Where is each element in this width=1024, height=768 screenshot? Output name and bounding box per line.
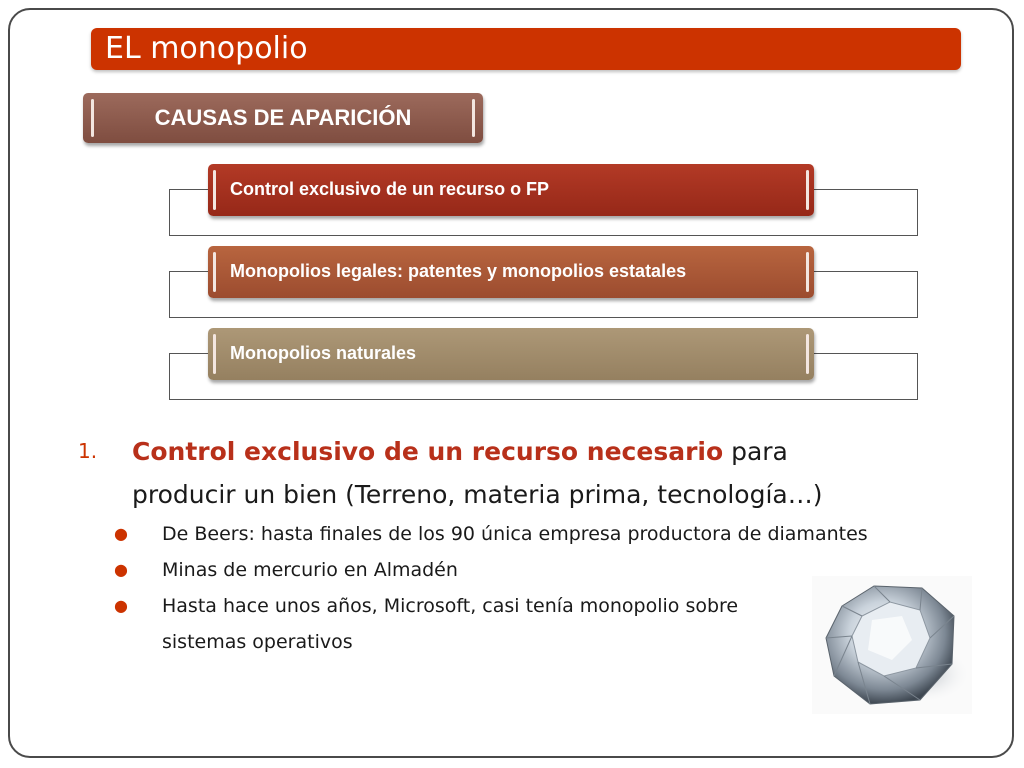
list-item: [114, 516, 934, 552]
list-item-continuation: [114, 624, 934, 660]
bullet-text: sistemas operativos: [162, 631, 353, 653]
item-edge-right: [806, 170, 809, 210]
cause-item-3: [208, 328, 814, 380]
title-bar: [91, 28, 961, 70]
causes-heading-box: [83, 93, 483, 143]
bullet-text: Minas de mercurio en Almadén: [162, 559, 458, 581]
bullet-text: De Beers: hasta finales de los 90 única empresa productora de diamantes: [162, 523, 868, 545]
causes-heading: CAUSAS DE APARICIÓN: [154, 105, 412, 130]
cause-item-label: Monopolios legales: patentes y monopolios estatales: [230, 261, 687, 281]
point-highlight: Control exclusivo de un recurso necesario: [132, 437, 724, 466]
item-edge-left: [213, 252, 216, 292]
bullet-icon: ●: [114, 524, 128, 543]
cause-item-1: [208, 164, 814, 216]
diamond-image: [812, 576, 972, 714]
bullet-text: Hasta hace unos años, Microsoft, casi tenía monopolio sobre: [162, 595, 739, 617]
slide-title: EL monopolio: [105, 31, 308, 66]
point-number: 1.: [78, 439, 98, 463]
bullet-icon: ●: [114, 596, 128, 615]
point-rest-line2: producir un bien (Terreno, materia prima, tecnología…): [132, 480, 823, 509]
item-edge-left: [213, 334, 216, 374]
point-text: [132, 430, 958, 473]
item-edge-right: [806, 334, 809, 374]
bullet-icon: ●: [114, 560, 128, 579]
list-item: [114, 588, 934, 624]
bullet-list: [114, 516, 934, 660]
cause-item-2: [208, 246, 814, 298]
item-edge-right: [806, 252, 809, 292]
list-item: [114, 552, 934, 588]
point-rest-line1: para: [723, 437, 788, 466]
cause-item-label: Monopolios naturales: [230, 343, 417, 363]
diamond-icon: [812, 576, 972, 714]
cause-item-label: Control exclusivo de un recurso o FP: [230, 179, 550, 199]
item-edge-left: [213, 170, 216, 210]
main-point: [78, 430, 958, 516]
